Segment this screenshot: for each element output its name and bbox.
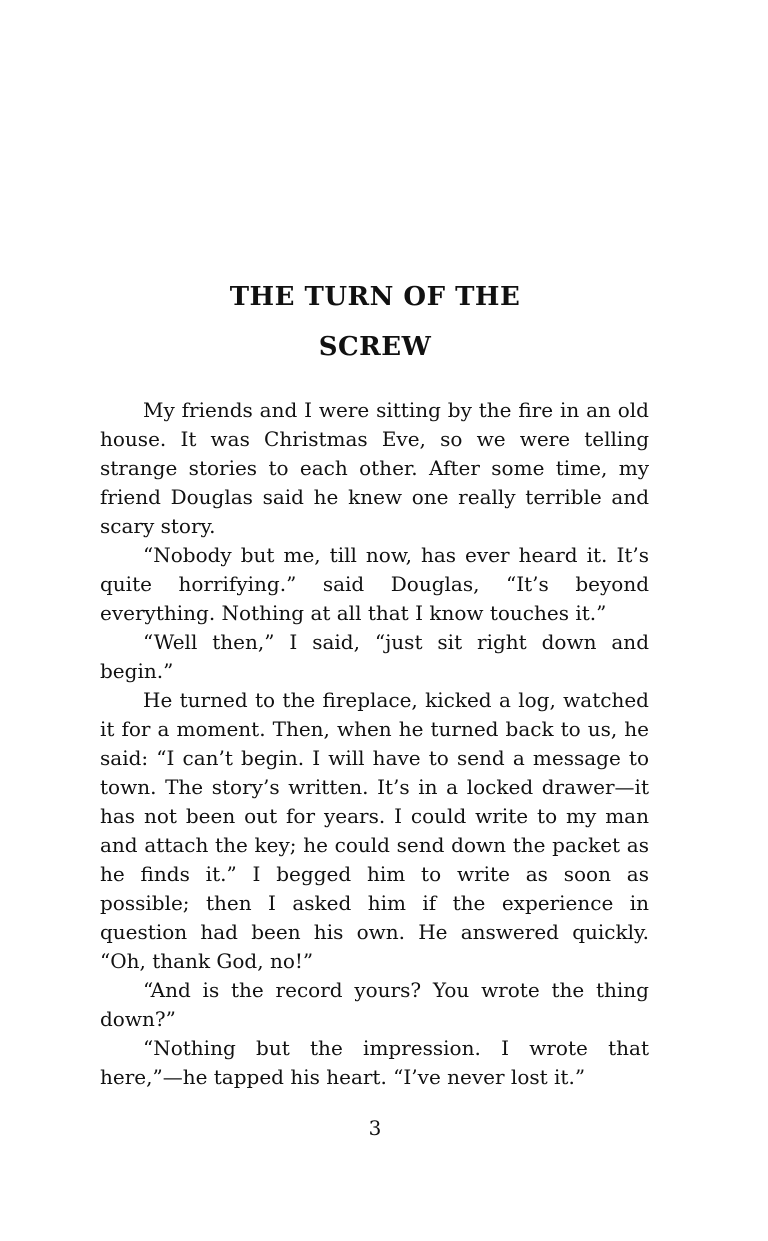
paragraph: “Nobody but me, till now, has ever heard it. It’s quite horrifying.” said Douglas, “It’s beyond everything. Nothing at all that I know touches it.” — [100, 543, 649, 625]
chapter-title-line-2: SCREW — [318, 332, 432, 362]
page-number: 3 — [368, 1116, 382, 1140]
paragraph: My friends and I were sitting by the fire in an old house. It was Christmas Eve, so we were telling strange stories to each other. After some time, my friend Douglas said he knew one really terrible and scary story. — [100, 398, 649, 538]
chapter-title — [100, 272, 650, 372]
body-text — [100, 396, 649, 1092]
paragraph: “And is the record yours? You wrote the thing down?” — [100, 978, 649, 1031]
paragraph: He turned to the fireplace, kicked a log, watched it for a moment. Then, when he turned back to us, he said: “I can’t begin. I will have to send a message to town. The story’s written. It’s in a locked drawer—it has not been out for years. I could write to my man and attach the key; he could send down the packet as he finds it.” I begged him to write as soon as possible; then I asked him if the experience in question had been his own. He answered quickly. “Oh, thank God, no!” — [100, 688, 649, 973]
paragraph: “Well then,” I said, “just sit right down and begin.” — [100, 630, 649, 683]
paragraph: “Nothing but the impression. I wrote that here,”—he tapped his heart. “I’ve never lost it.” — [100, 1036, 649, 1089]
chapter-title-line-1: THE TURN OF THE — [229, 282, 521, 312]
